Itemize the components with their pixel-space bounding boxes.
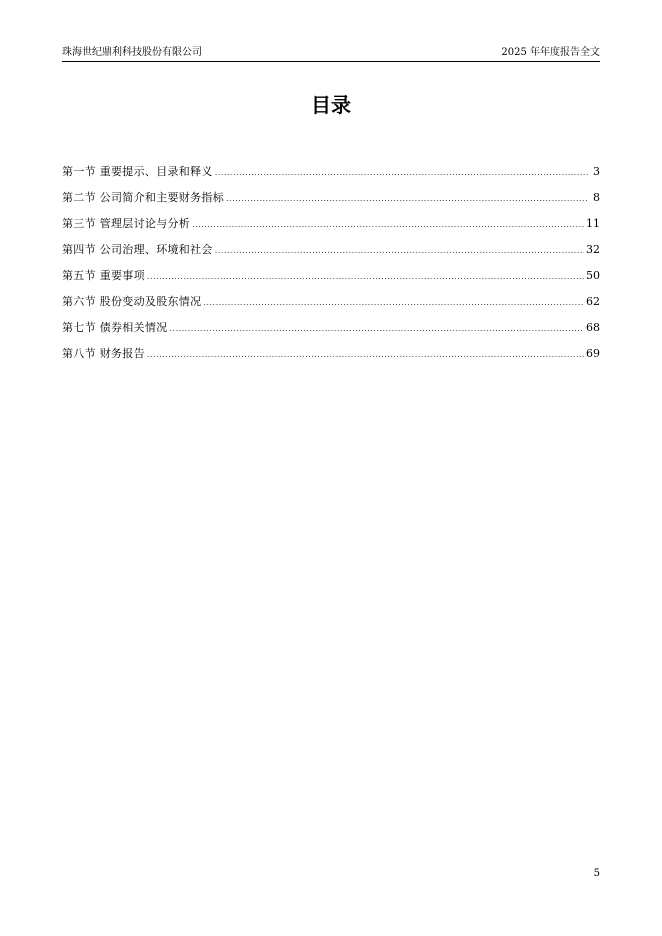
toc-entry[interactable] <box>62 320 600 346</box>
toc-leader-dots <box>226 191 588 207</box>
toc-entry[interactable] <box>62 268 600 294</box>
toc-entry[interactable] <box>62 190 600 216</box>
toc-entry-label: 第三节 管理层讨论与分析 <box>62 217 191 230</box>
toc-leader-dots <box>147 269 584 285</box>
toc-entry-label: 第四节 公司治理、环境和社会 <box>62 243 213 256</box>
toc-entry[interactable] <box>62 242 600 268</box>
toc-entry-page: 50 <box>586 269 600 282</box>
toc-entry-label: 第一节 重要提示、目录和释义 <box>62 165 213 178</box>
toc-leader-dots <box>215 165 588 181</box>
toc-entry-label: 第五节 重要事项 <box>62 269 145 282</box>
toc-leader-dots <box>170 321 585 337</box>
toc-entry[interactable] <box>62 216 600 242</box>
header-document-title: 2025 年年度报告全文 <box>501 47 600 58</box>
toc-entry-page: 32 <box>586 243 600 256</box>
toc-leader-dots <box>203 295 584 311</box>
page-header <box>62 46 600 62</box>
toc-entry-page: 3 <box>593 165 600 178</box>
toc-entry-page: 68 <box>586 321 600 334</box>
toc-entry-label: 第七节 债券相关情况 <box>62 321 168 334</box>
table-of-contents <box>62 164 600 372</box>
toc-entry-label: 第八节 财务报告 <box>62 347 145 360</box>
toc-entry-label: 第二节 公司简介和主要财务指标 <box>62 191 224 204</box>
toc-entry-page: 69 <box>586 347 600 360</box>
toc-entry[interactable] <box>62 294 600 320</box>
toc-entry-page: 8 <box>593 191 600 204</box>
header-company-name: 珠海世纪鼎利科技股份有限公司 <box>62 47 202 58</box>
toc-entry[interactable] <box>62 346 600 372</box>
toc-entry-page: 62 <box>586 295 600 308</box>
toc-leader-dots <box>192 217 584 233</box>
toc-leader-dots <box>147 347 584 363</box>
toc-leader-dots <box>215 243 584 259</box>
page-number: 5 <box>593 868 600 879</box>
toc-entry[interactable] <box>62 164 600 190</box>
toc-entry-page: 11 <box>586 217 600 230</box>
page-title: 目录 <box>311 93 351 117</box>
toc-entry-label: 第六节 股份变动及股东情况 <box>62 295 202 308</box>
